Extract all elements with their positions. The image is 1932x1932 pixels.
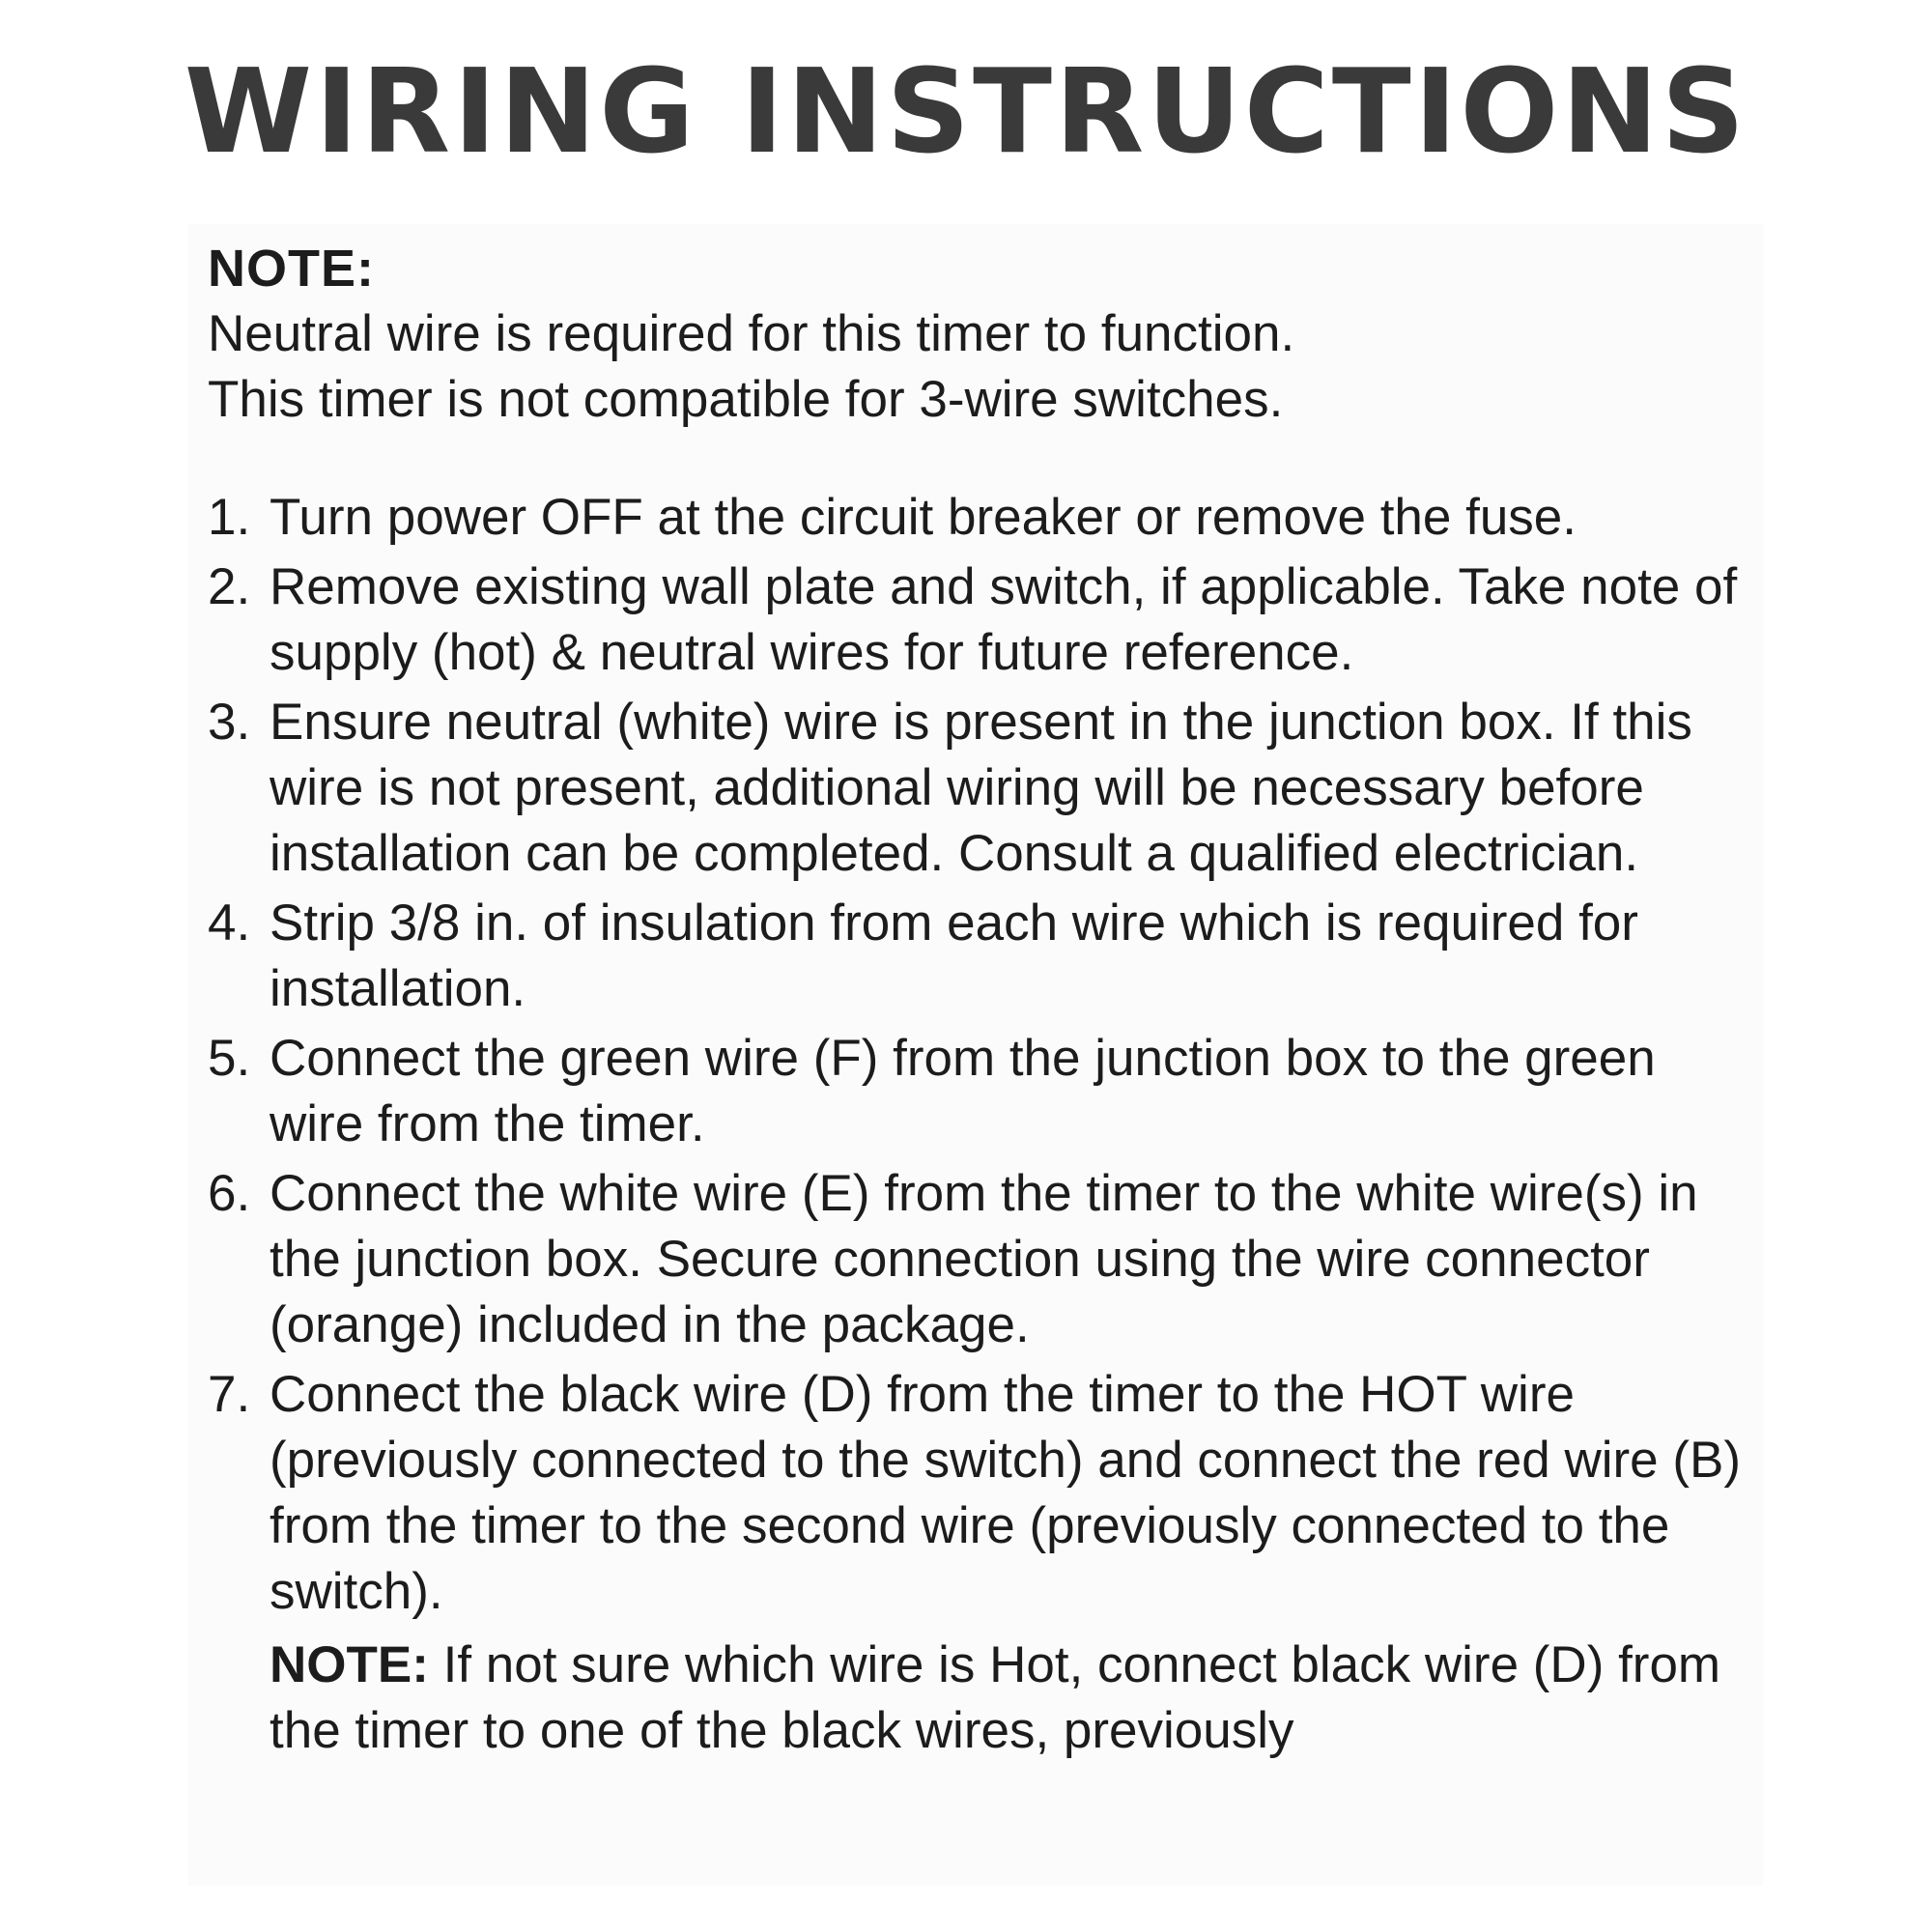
step-text: Remove existing wall plate and switch, if applicable. Take note of supply (hot) & neutral wires for future reference. xyxy=(270,558,1738,681)
step-item xyxy=(208,891,1763,1022)
steps-list xyxy=(208,485,1763,1764)
step-text: Connect the green wire (F) from the junction box to the green wire from the timer. xyxy=(270,1030,1656,1152)
note-heading: NOTE: xyxy=(208,240,375,298)
step-number: 1. xyxy=(208,489,251,546)
step-item xyxy=(208,1161,1763,1358)
step-number: 6. xyxy=(208,1165,251,1222)
step-number: 2. xyxy=(208,558,251,615)
step-item xyxy=(208,1026,1763,1157)
step-text: Connect the black wire (D) from the timer to the HOT wire (previously connected to the switch) and connect the red wire (B) from the timer to the second wire (previously connected to the switch). xyxy=(270,1366,1742,1620)
step-number: 5. xyxy=(208,1030,251,1087)
note-line: This timer is not compatible for 3-wire switches. xyxy=(208,371,1284,428)
step-number: 3. xyxy=(208,694,251,751)
step-item xyxy=(208,1362,1763,1625)
note-line: Neutral wire is required for this timer to function. xyxy=(208,305,1295,362)
final-note xyxy=(270,1633,1763,1764)
final-note-text: If not sure which wire is Hot, connect black wire (D) from the timer to one of the black wires, previously xyxy=(270,1636,1721,1759)
page-title: WIRING INSTRUCTIONS xyxy=(184,45,1748,180)
step-number: 4. xyxy=(208,895,251,952)
step-number: 7. xyxy=(208,1366,251,1423)
step-item xyxy=(208,554,1763,686)
step-item xyxy=(208,485,1763,551)
step-text: Turn power OFF at the circuit breaker or remove the fuse. xyxy=(270,489,1577,546)
final-note-label: NOTE: xyxy=(270,1636,429,1693)
step-item xyxy=(208,690,1763,887)
step-text: Ensure neutral (white) wire is present in the junction box. If this wire is not present, additional wiring will be necessary before installation can be completed. Consult a qualified electrician. xyxy=(270,694,1692,882)
step-text: Connect the white wire (E) from the timer to the white wire(s) in the junction box. Secure connection using the wire connector (orange) included in the package. xyxy=(270,1165,1698,1353)
step-text: Strip 3/8 in. of insulation from each wire which is required for installation. xyxy=(270,895,1638,1017)
scanned-instructions xyxy=(188,224,1763,1886)
